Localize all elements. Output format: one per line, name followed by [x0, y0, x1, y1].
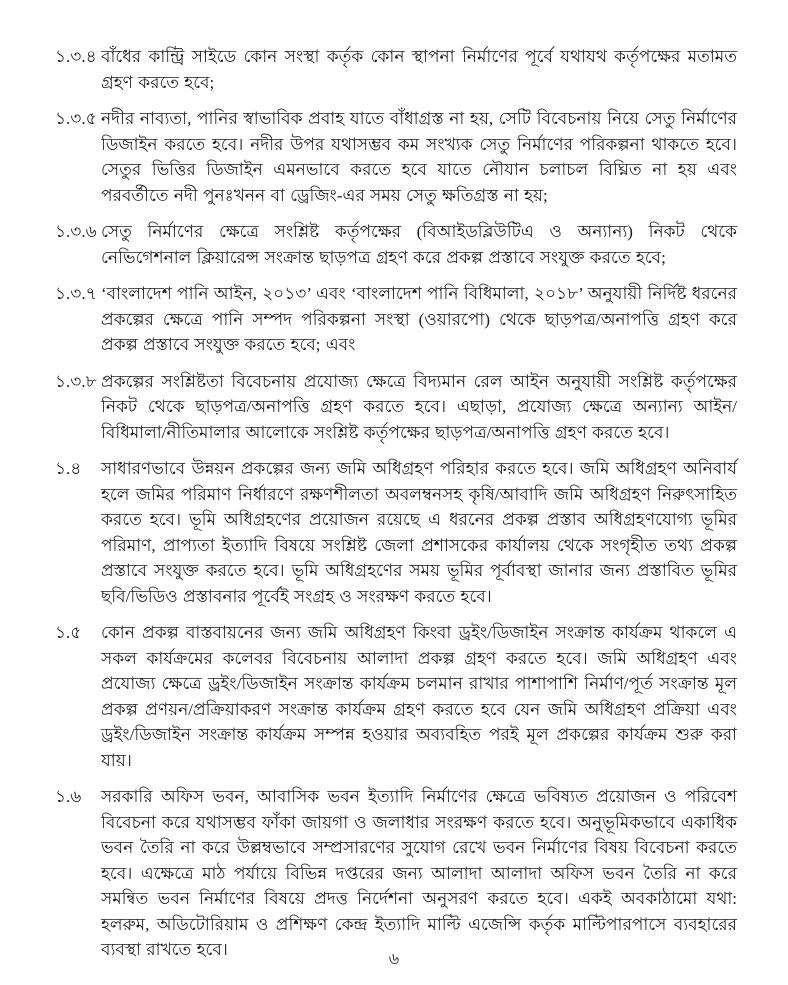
section-number: ১.৬ [55, 787, 82, 806]
section-item-1-3-5 [55, 106, 737, 208]
page-number: ৬ [388, 951, 400, 968]
section-number: ১.৩.৮ [55, 371, 97, 391]
section-item-1-6 [55, 784, 737, 963]
section-number: ১.৪ [55, 459, 82, 478]
section-text: প্রকল্পের সংশ্লিষ্টতা বিবেচনায় প্রযোজ্য ক্ষেত্রে বিদ্যমান রেল আইন অনুযায়ী সংশ্লিষ্ট কর্তৃপক্ষের নিকট থেকে ছাড়পত্র/অনাপত্তি গ্রহণ করতে হবে। এছাড়া, প্রযোজ্য ক্ষেত্রে অন্যান্য আইন/বিধিমালা/নীতিমালার আলোকে সংশ্লিষ্ট কর্তৃপক্ষের ছাড়পত্র/অনাপত্তি গ্রহণ করতে হবে। [101, 371, 737, 442]
section-item-1-4 [55, 456, 737, 609]
section-text: কোন প্রকল্প বাস্তবায়নের জন্য জমি অধিগ্রহণ কিংবা ড্রইং/ডিজাইন সংক্রান্ত কার্যক্রম থাকলে এ সকল কার্যক্রমের কলেবর বিবেচনায় আলাদা প্রকল্প গ্রহণ করতে হবে। জমি অধিগ্রহণ এবং প্রযোজ্য ক্ষেত্রে ড্রইং/ডিজাইন সংক্রান্ত কার্যক্রম চলমান রাখার পাশাপাশি নির্মাণ/পূর্ত সংক্রান্ত মূল প্রকল্প প্রণয়ন/প্রক্রিয়াকরণ সংক্রান্ত কার্যক্রম গ্রহণ করতে হবে যেন জমি অধিগ্রহণ প্রক্রিয়া এবং ড্রইং/ডিজাইন সংক্রান্ত কার্যক্রম সম্পন্ন হওয়ার অব্যবহিত পরই মূল প্রকল্পের কার্যক্রম শুরু করা যায়। [101, 623, 737, 770]
section-item-1-3-6 [55, 219, 737, 270]
section-text: ‘বাংলাদেশ পানি আইন, ২০১৩’ এবং ‘বাংলাদেশ পানি বিধিমালা, ২০১৮’ অনুযায়ী নির্দিষ্ট ধরনের প্রকল্পের ক্ষেত্রে পানি সম্পদ পরিকল্পনা সংস্থা (ওয়ারপো) থেকে ছাড়পত্র/অনাপত্তি গ্রহণ করে প্রকল্প প্রস্তাবে সংযুক্ত করতে হবে; এবং [101, 284, 737, 354]
section-text: নদীর নাব্যতা, পানির স্বাভাবিক প্রবাহ যাতে বাঁধাগ্রস্ত না হয়, সেটি বিবেচনায় নিয়ে সেতু নির্মাণের ডিজাইন করতে হবে। নদীর উপর যথাসম্ভব কম সংখ্যক সেতু নির্মাণের পরিকল্পনা থাকতে হবে। সেতুর ভিত্তির ডিজাইন এমনভাবে করতে হবে যাতে নৌযান চলাচল বিঘ্নিত না হয় এবং পরবর্তীতে নদী পুনঃখনন বা ড্রেজিং-এর সময় সেতু ক্ষতিগ্রস্ত না হয়; [101, 109, 737, 205]
section-item-1-3-8 [55, 369, 737, 446]
section-item-1-3-7 [55, 281, 737, 358]
section-item-1-3-4 [55, 44, 737, 95]
section-text: সাধারণভাবে উন্নয়ন প্রকল্পের জন্য জমি অধিগ্রহণ পরিহার করতে হবে। জমি অধিগ্রহণ অনিবার্য হলে জমির পরিমাণ নির্ধারণে রক্ষণশীলতা অবলম্বনসহ কৃষি/আবাদি জমি অধিগ্রহণ নিরুৎসাহিত করতে হবে। ভূমি অধিগ্রহণের প্রয়োজন রয়েছে এ ধরনের প্রকল্প প্রস্তাব অধিগ্রহণযোগ্য ভূমির পরিমাণ, প্রাপ্যতা ইত্যাদি বিষয়ে সংশ্লিষ্ট জেলা প্রশাসকের কার্যালয় থেকে সংগৃহীত তথ্য প্রকল্প প্রস্তাবে সংযুক্ত করতে হবে। ভূমি অধিগ্রহণের সময় ভূমির পূর্বাবস্থা জানার জন্য প্রস্তাবিত ভূমির ছবি/ভিডিও প্রস্তাবনার পূর্বেই সংগ্রহ ও সংরক্ষণ করতে হবে। [101, 459, 737, 606]
section-text: সেতু নির্মাণের ক্ষেত্রে সংশ্লিষ্ট কর্তৃপক্ষের (বিআইডব্লিউটিএ ও অন্যান্য) নিকট থেকে নেভিগেশনাল ক্লিয়ারেন্স সংক্রান্ত ছাড়পত্র গ্রহণ করে প্রকল্প প্রস্তাবে সংযুক্ত করতে হবে; [101, 222, 737, 267]
section-text: সরকারি অফিস ভবন, আবাসিক ভবন ইত্যাদি নির্মাণের ক্ষেত্রে ভবিষ্যত প্রয়োজন ও পরিবেশ বিবেচনা করে যথাসম্ভব ফাঁকা জায়গা ও জলাধার সংরক্ষণ করতে হবে। অনুভূমিকভাবে একাধিক ভবন তৈরি না করে উল্লম্বভাবে সম্প্রসারণের সুযোগ রেখে ভবন নির্মাণের বিষয় বিবেচনা করতে হবে। এক্ষেত্রে মাঠ পর্যায়ে বিভিন্ন দপ্তরের জন্য আলাদা আলাদা অফিস ভবন তৈরি না করে সমন্বিত ভবন নির্মাণের বিষয়ে প্রদত্ত নির্দেশনা অনুসরণ করতে হবে। একই অবকাঠামো যথা: হলরুম, অডিটোরিয়াম ও প্রশিক্ষণ কেন্দ্র ইত্যাদি মাল্টি এজেন্সি কর্তৃক মাল্টিপারপাসে ব্যবহারের ব্যবস্থা রাখতে হবে। [101, 787, 737, 959]
page-footer [0, 946, 788, 973]
section-number: ১.৩.৪ [55, 47, 97, 66]
section-number: ১.৩.৬ [55, 222, 97, 241]
section-item-1-5 [55, 620, 737, 773]
section-text: বাঁধের কান্ট্রি সাইডে কোন সংস্থা কর্তৃক কোন স্থাপনা নির্মাণের পূর্বে যথাযথ কর্তৃপক্ষের মতামত গ্রহণ করতে হবে; [101, 47, 737, 92]
section-number: ১.৫ [55, 623, 82, 642]
section-number: ১.৩.৭ [55, 284, 97, 303]
section-number: ১.৩.৫ [55, 109, 97, 128]
